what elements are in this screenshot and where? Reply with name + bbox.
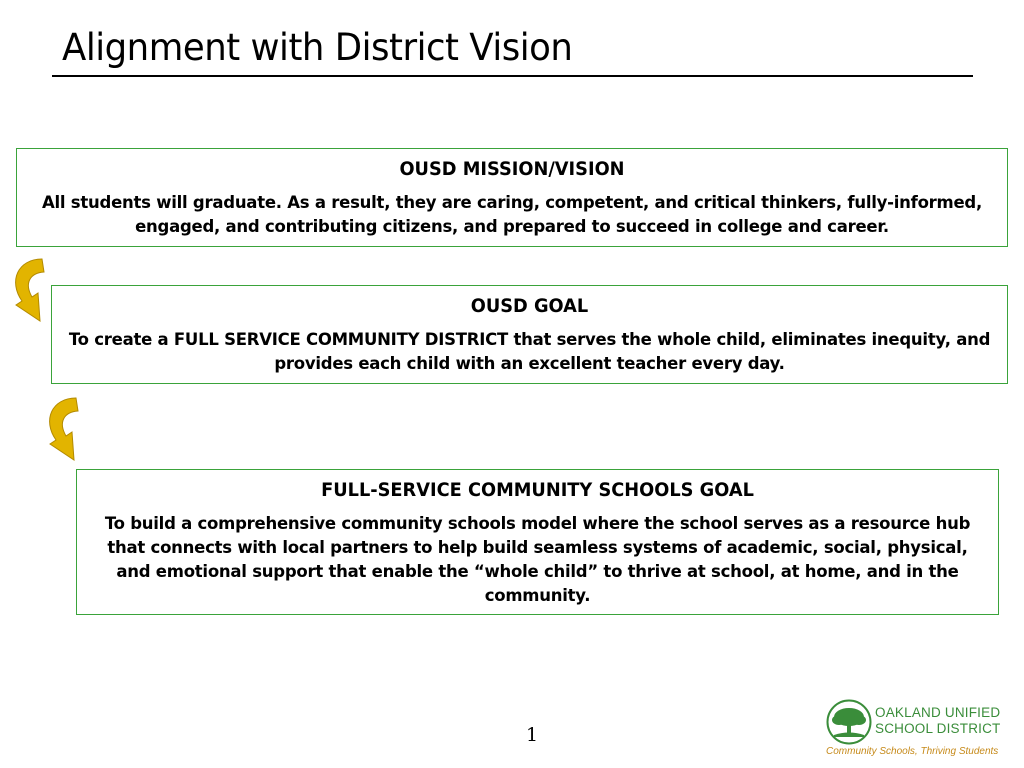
- mission-vision-box: [16, 148, 1008, 247]
- title-underline: [52, 75, 973, 77]
- curved-arrow-icon: [38, 394, 88, 466]
- community-schools-goal-box: [76, 469, 999, 615]
- mission-vision-text: All students will graduate. As a result, they are caring, competent, and critical thinkers, fully-informed, engaged, and contributing citizens, and prepared to succeed in college and career.: [41, 193, 982, 236]
- oak-tree-icon: [826, 699, 872, 745]
- community-schools-goal-heading: FULL-SERVICE COMMUNITY SCHOOLS GOAL: [321, 480, 754, 501]
- ousd-goal-text: To create a FULL SERVICE COMMUNITY DISTRICT that serves the whole child, eliminates inequity, and provides each child with an excellent teacher every day.: [68, 330, 991, 373]
- logo-name-line1: OAKLAND UNIFIED: [875, 705, 1001, 720]
- mission-vision-heading: OUSD MISSION/VISION: [399, 159, 625, 180]
- ousd-goal-heading: OUSD GOAL: [470, 296, 589, 317]
- slide-title: Alignment with District Vision: [62, 26, 573, 69]
- logo-name-line2: SCHOOL DISTRICT: [875, 721, 1001, 736]
- district-logo: [826, 699, 1016, 765]
- ousd-goal-box: [51, 285, 1008, 384]
- logo-tagline: Community Schools, Thriving Students: [826, 746, 999, 757]
- page-number: 1: [526, 724, 539, 746]
- curved-arrow-icon: [4, 255, 54, 327]
- community-schools-goal-text: To build a comprehensive community schools model where the school serves as a resource hub that connects with local partners to help build seamless systems of academic, social, physical, and emotional support that enable the “whole child” to thrive at school, at home, and in the community.: [104, 514, 971, 605]
